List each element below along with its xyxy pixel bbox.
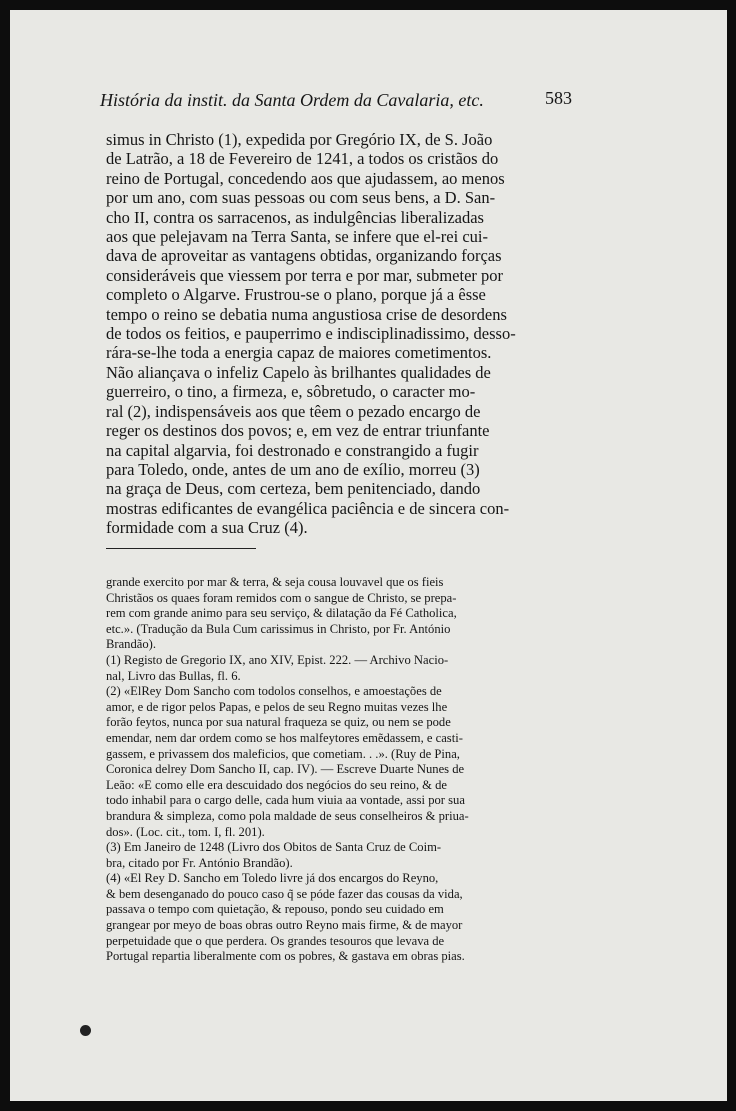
body-line: simus in Christo (1), expedida por Gregório IX, de S. João	[106, 130, 493, 149]
ink-blot	[80, 1025, 91, 1036]
body-line: rára-se-lhe toda a energia capaz de maiores cometimentos.	[106, 343, 492, 363]
body-line: cho II, contra os sarracenos, as indulgências liberalizadas	[106, 207, 484, 227]
body-line: na capital algarvia, foi destronado e constrangido a fugir	[106, 440, 479, 460]
footnote-line: passava o tempo com quietação, & repouso, pondo seu cuidado em	[106, 902, 444, 917]
body-line: para Toledo, onde, antes de um ano de exílio, morreu (3)	[106, 459, 480, 479]
body-line: na graça de Deus, com certeza, bem penitenciado, dando	[106, 479, 481, 499]
page-number: 583	[545, 88, 572, 108]
footnote-line: brandura & simpleza, como pola maldade de seus conselheiros & priua-	[106, 808, 469, 823]
body-line: mostras edificantes de evangélica paciência e de sincera con-	[106, 498, 510, 518]
footnotes	[106, 575, 586, 965]
footnote-divider	[106, 548, 256, 549]
footnote-line: Leão: «E como elle era descuidado dos negócios do seu reino, & de	[106, 777, 447, 792]
body-line: aos que pelejavam na Terra Santa, se infere que el-rei cui-	[106, 227, 488, 247]
footnote-line: forão feytos, nunca por sua natural fraqueza se quiz, ou nem se pode	[106, 715, 451, 730]
body-line: de Latrão, a 18 de Fevereiro de 1241, a todos os cristãos do	[106, 149, 499, 169]
body-line: reino de Portugal, concedendo aos que ajudassem, ao menos	[106, 168, 505, 188]
main-text	[106, 130, 580, 538]
footnote-line: grande exercito por mar & terra, & seja cousa louvavel que os fieis	[106, 575, 444, 589]
footnote-line: & bem desenganado do pouco caso q̃ se póde fazer das cousas da vida,	[106, 886, 463, 901]
footnote-line: dos». (Loc. cit., tom. I, fl. 201).	[106, 824, 265, 839]
footnote-line: (1) Registo de Gregorio IX, ano XIV, Epist. 222. — Archivo Nacio-	[106, 652, 449, 667]
footnote-line: etc.». (Tradução da Bula Cum carissimus in Christo, por Fr. António	[106, 621, 451, 636]
body-line: ral (2), indispensáveis aos que têem o pezado encargo de	[106, 401, 481, 421]
footnote-line: amor, e de rigor pelos Papas, e pelos de seu Regno muitas vezes lhe	[106, 699, 448, 714]
footnote-line: rem com grande animo para seu serviço, & dilatação da Fé Catholica,	[106, 606, 457, 621]
body-line: reger os destinos dos povos; e, em vez de entrar triunfante	[106, 421, 490, 441]
running-title: História da instit. da Santa Ordem da Cavalaria, etc.	[100, 90, 484, 110]
footnote-line: (2) «ElRey Dom Sancho com todolos conselhos, e amoestações de	[106, 684, 442, 699]
footnote-line: nal, Livro das Bullas, fl. 6.	[106, 668, 241, 683]
footnote-line: perpetuidade que o que perdera. Os grandes tesouros que levava de	[106, 933, 445, 948]
body-line: Não aliançava o infeliz Capelo às brilhantes qualidades de	[106, 362, 491, 382]
footnote-line: (4) «El Rey D. Sancho em Toledo livre já dos encargos do Reyno,	[106, 871, 439, 886]
footnote-line: bra, citado por Fr. António Brandão).	[106, 855, 293, 870]
footnote-line: todo inhabil para o cargo delle, cada hum viuia aa vontade, assi por sua	[106, 793, 465, 808]
footnote-line: Christãos os quaes foram remidos com o sangue de Christo, se prepa-	[106, 590, 457, 605]
footnote-line: grangear por meyo de boas obras outro Reyno mais firme, & de mayor	[106, 918, 463, 933]
footnote-line: (3) Em Janeiro de 1248 (Livro dos Obitos de Santa Cruz de Coim-	[106, 840, 442, 855]
body-line: de todos os feitios, e pauperrimo e indisciplinadissimo, desso-	[106, 324, 516, 344]
footnote-line: Coronica delrey Dom Sancho II, cap. IV). — Escreve Duarte Nunes de	[106, 762, 465, 777]
body-line: guerreiro, o tino, a firmeza, e, sôbretudo, o caracter mo-	[106, 382, 476, 402]
footnote-line: Brandão).	[106, 637, 157, 652]
body-line: tempo o reino se debatia numa angustiosa crise de desordens	[106, 304, 507, 324]
body-line: completo o Algarve. Frustrou-se o plano, porque já a êsse	[106, 285, 486, 305]
footnote-line: emendar, nem dar ordem como se hos malfeytores emẽdassem, e casti-	[106, 730, 463, 745]
body-line: formidade com a sua Cruz (4).	[106, 518, 308, 538]
body-line: dava de aproveitar as vantagens obtidas, organizando forças	[106, 246, 502, 266]
footnote-line: gassem, e privassem dos maleficios, que cometiam. . .». (Ruy de Pina,	[106, 746, 460, 761]
footnote-line: Portugal repartia liberalmente com os pobres, & gastava em obras pias.	[106, 949, 465, 964]
book-page	[10, 10, 727, 1101]
body-line: por um ano, com suas pessoas ou com seus bens, a D. San-	[106, 188, 496, 208]
body-line: consideráveis que viessem por terra e por mar, submeter por	[106, 265, 504, 285]
